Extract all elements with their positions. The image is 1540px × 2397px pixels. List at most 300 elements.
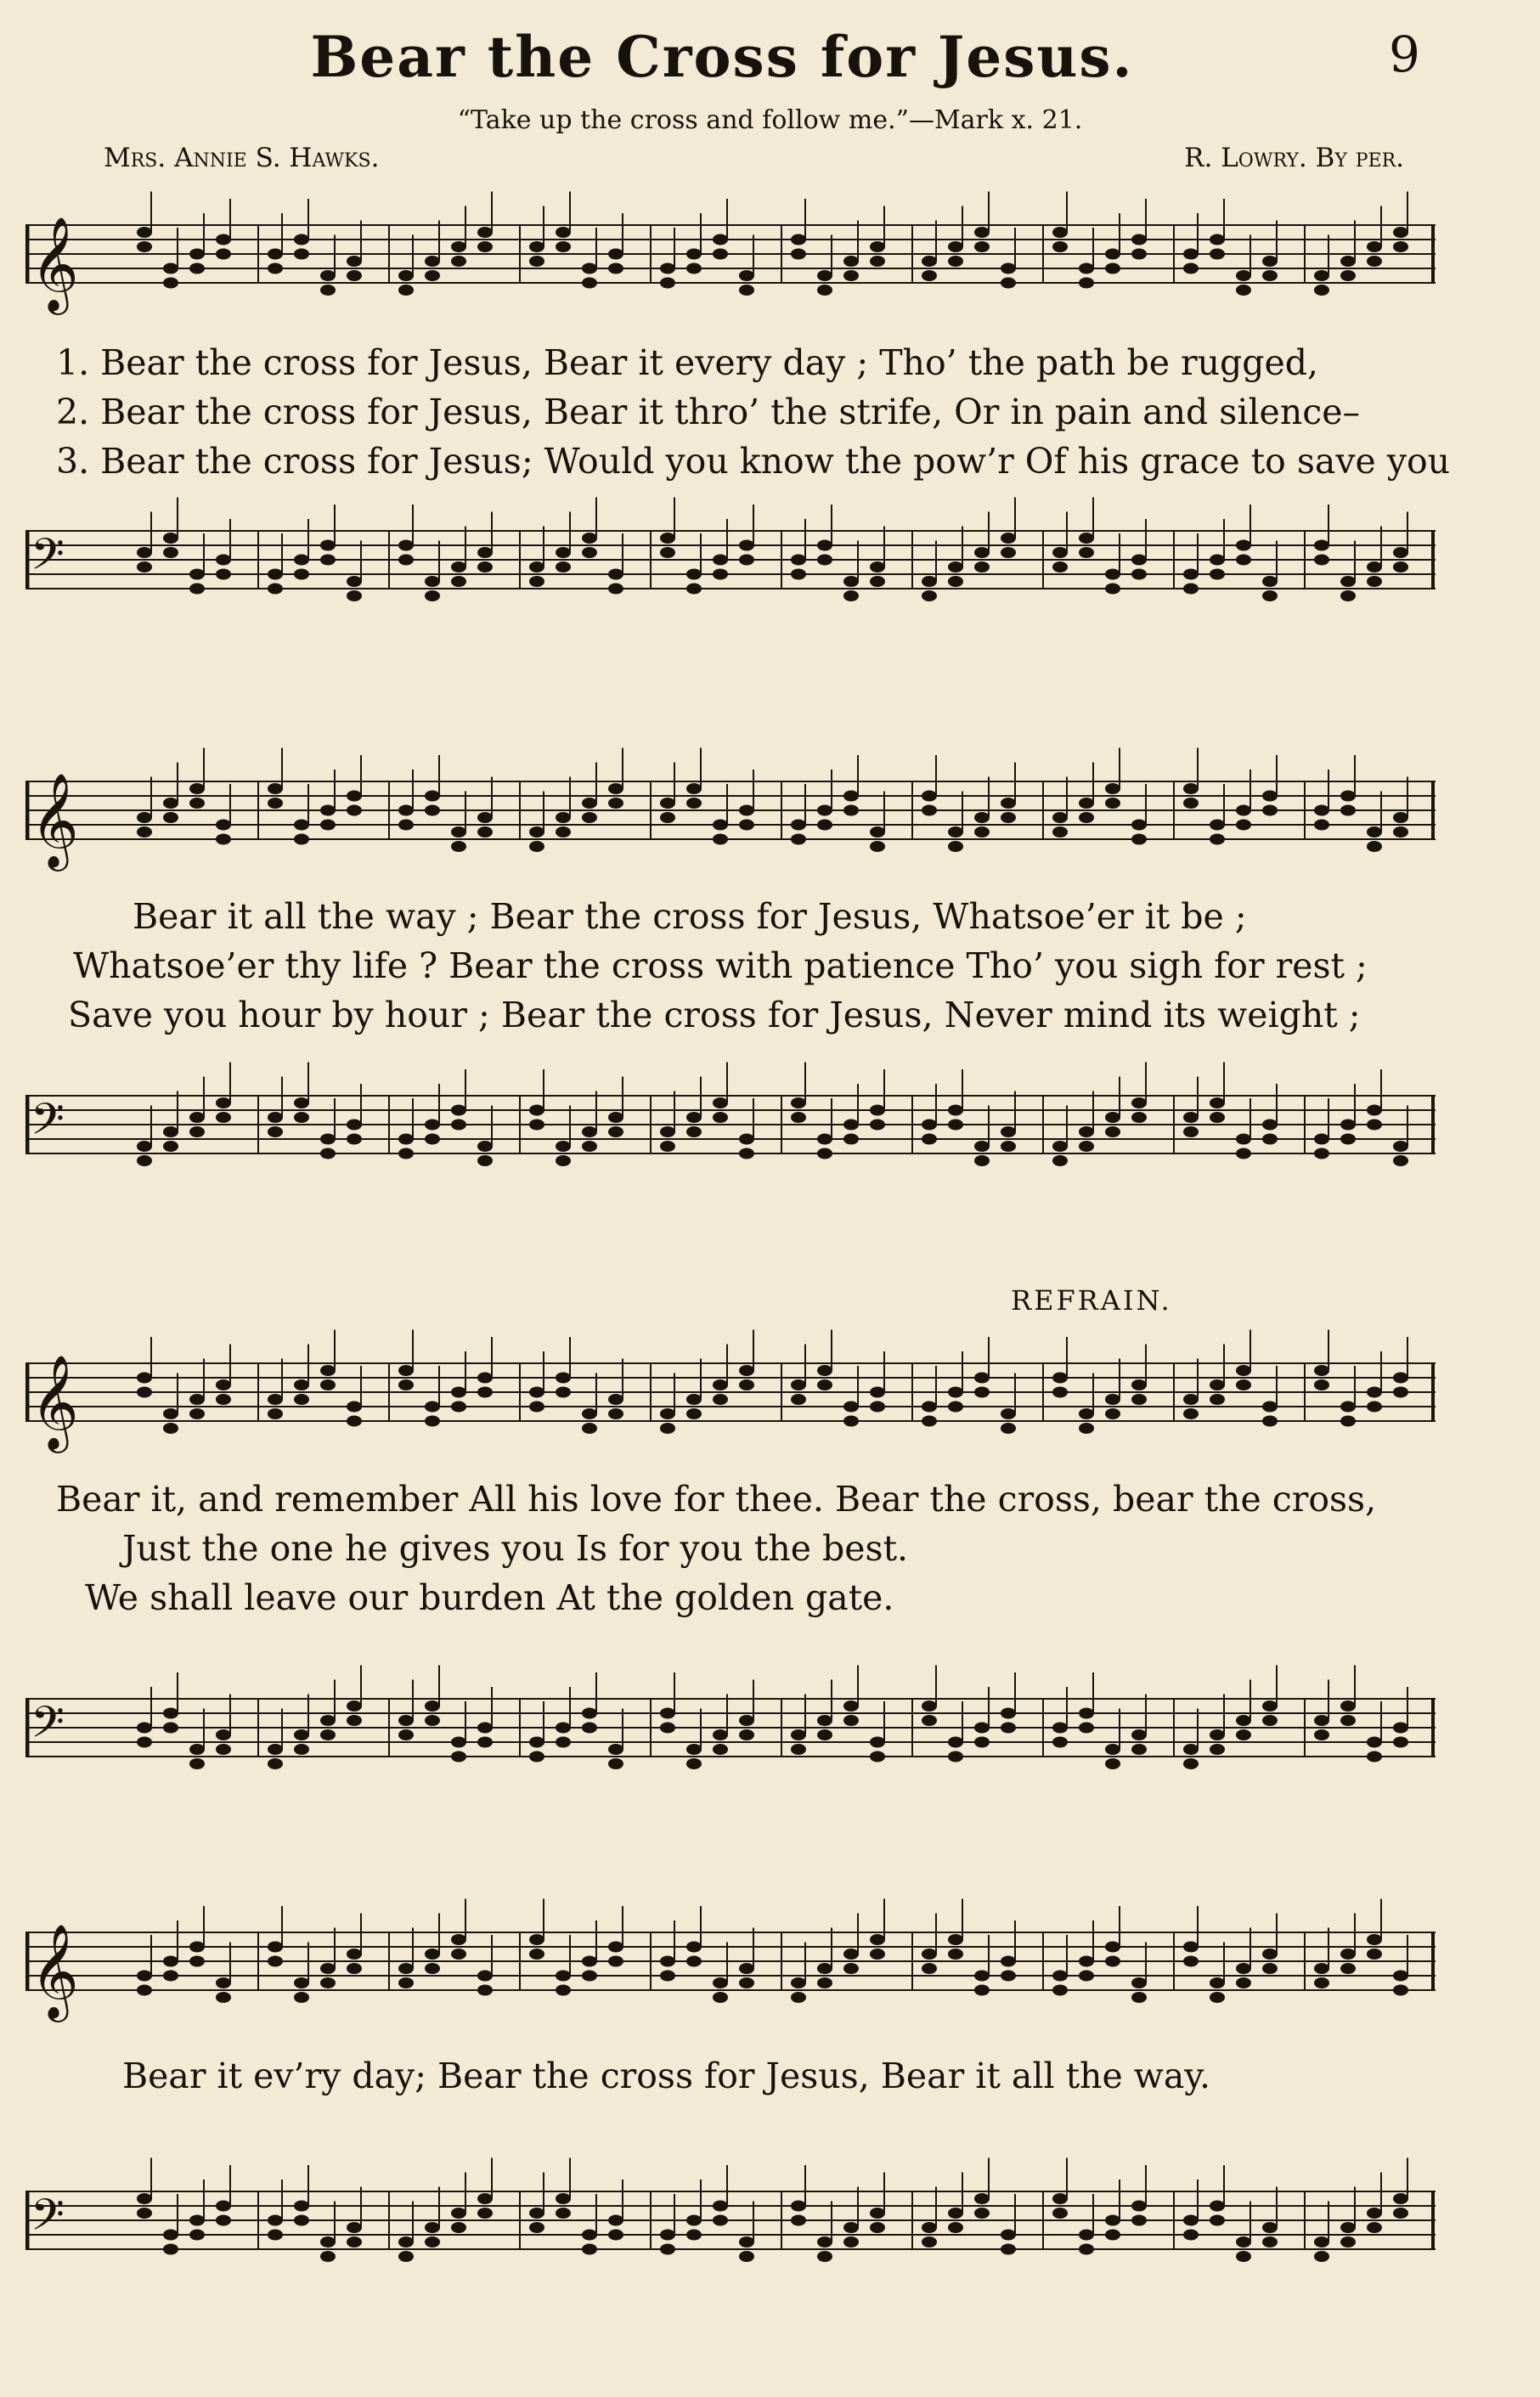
system-2	[25, 747, 1436, 1189]
note-head	[425, 1715, 440, 1726]
note-head	[948, 1934, 963, 1945]
note-head	[843, 791, 859, 802]
note-head	[425, 1700, 440, 1712]
note-head	[870, 826, 885, 838]
note-head	[1210, 1112, 1225, 1123]
lyric-line: Bear it all the way ; Bear the cross for Jesus, Whatsoe’er it be ;	[133, 896, 1247, 937]
note-head	[1314, 2251, 1329, 2262]
note-head	[582, 1141, 597, 1152]
page-number: 9	[1389, 25, 1420, 83]
note-head	[294, 1729, 309, 1740]
note-head	[1236, 1715, 1251, 1726]
bass-clef-icon: 𝄢	[31, 528, 65, 590]
note-head	[1105, 1126, 1120, 1137]
note-head	[451, 2222, 466, 2233]
note-head	[189, 783, 205, 794]
lyric-line: Save you hour by hour ; Bear the cross for Jesus, Never mind its weight ;	[68, 995, 1361, 1035]
note-head	[216, 1992, 231, 2003]
note-head	[686, 584, 702, 595]
note-head	[216, 249, 231, 260]
note-head	[1105, 2215, 1120, 2226]
note-head	[608, 584, 623, 595]
note-head	[1079, 1956, 1094, 1967]
note-head	[1052, 227, 1068, 238]
note-head	[582, 263, 597, 274]
note-head	[1183, 263, 1199, 274]
note-head	[791, 1729, 806, 1740]
note-head	[686, 263, 702, 274]
note-head	[1314, 1148, 1329, 1159]
note-head	[268, 1408, 283, 1419]
note-head	[1052, 1985, 1068, 1996]
staff-lines	[25, 1329, 1436, 1457]
note-head	[163, 798, 178, 809]
note-head	[1079, 1141, 1094, 1152]
bass-staff	[25, 2157, 1436, 2285]
note-head	[608, 1956, 623, 1967]
note-head	[843, 1416, 859, 1427]
note-head	[425, 270, 440, 281]
note-head	[268, 569, 283, 580]
note-head	[582, 1423, 597, 1434]
note-head	[477, 1723, 493, 1734]
note-head	[268, 1394, 283, 1405]
note-head	[347, 576, 362, 587]
note-head	[948, 576, 963, 587]
note-head	[268, 249, 283, 260]
note-head	[216, 1394, 231, 1405]
note-head	[608, 1112, 623, 1123]
note-head	[425, 1134, 440, 1145]
note-head	[1001, 278, 1016, 289]
note-head	[817, 805, 832, 816]
note-head	[1262, 576, 1278, 587]
staff-lines	[25, 191, 1436, 319]
note-head	[425, 1949, 440, 1960]
note-head	[216, 1097, 231, 1108]
note-head	[870, 1120, 885, 1131]
note-head	[608, 1126, 623, 1137]
note-head	[398, 1729, 414, 1740]
note-head	[582, 1723, 597, 1734]
note-head	[216, 2201, 231, 2212]
note-head	[948, 1387, 963, 1398]
note-head	[425, 1402, 440, 1413]
note-head	[1131, 1379, 1147, 1390]
note-head	[1079, 1408, 1094, 1419]
note-head	[189, 263, 205, 274]
note-head	[189, 1126, 205, 1137]
note-head	[713, 1729, 728, 1740]
note-head	[660, 533, 675, 544]
note-head	[529, 1949, 544, 1960]
note-head	[1210, 1394, 1225, 1405]
note-head	[529, 2208, 544, 2219]
note-head	[791, 1977, 806, 1988]
note-head	[974, 1971, 990, 1982]
note-head	[713, 1379, 728, 1390]
note-head	[1393, 2193, 1408, 2204]
note-head	[1236, 2236, 1251, 2248]
note-head	[1052, 1373, 1068, 1384]
note-head	[1183, 1758, 1199, 1769]
note-head	[870, 1934, 885, 1945]
note-head	[1262, 805, 1278, 816]
note-head	[398, 1963, 414, 1974]
note-head	[948, 841, 963, 852]
note-head	[425, 576, 440, 587]
note-head	[1367, 826, 1382, 838]
note-head	[137, 2208, 152, 2219]
note-head	[556, 1737, 571, 1748]
note-head	[1131, 555, 1147, 566]
treble-clef-icon: 𝄞	[31, 216, 79, 311]
note-head	[529, 576, 544, 587]
note-head	[137, 1723, 152, 1734]
note-head	[556, 547, 571, 558]
note-head	[817, 820, 832, 831]
note-head	[1105, 263, 1120, 274]
note-head	[713, 569, 728, 580]
note-head	[713, 1112, 728, 1123]
note-head	[451, 841, 466, 852]
note-head	[529, 841, 544, 852]
note-head	[660, 1126, 675, 1137]
note-head	[1262, 2222, 1278, 2233]
treble-staff	[25, 1898, 1436, 2026]
note-head	[843, 1715, 859, 1726]
note-head	[608, 1744, 623, 1755]
note-head	[1314, 1977, 1329, 1988]
note-head	[347, 1715, 362, 1726]
note-head	[1314, 1134, 1329, 1145]
note-head	[1079, 1723, 1094, 1734]
note-head	[843, 805, 859, 816]
note-head	[1105, 1956, 1120, 1967]
lyric-line: 1. Bear the cross for Jesus, Bear it every day ; Tho’ the path be rugged,	[56, 342, 1319, 383]
staff-lines	[25, 2157, 1436, 2285]
note-head	[1052, 2193, 1068, 2204]
note-head	[1367, 1751, 1382, 1762]
note-head	[1236, 270, 1251, 281]
note-head	[268, 1758, 283, 1769]
note-head	[1001, 2230, 1016, 2241]
note-head	[425, 256, 440, 267]
note-head	[870, 841, 885, 852]
note-head	[137, 2193, 152, 2204]
note-head	[189, 1956, 205, 1967]
note-head	[1340, 1963, 1356, 1974]
note-head	[922, 1963, 937, 1974]
note-head	[686, 798, 702, 809]
note-head	[1183, 1126, 1199, 1137]
note-head	[1262, 256, 1278, 267]
note-head	[1262, 1700, 1278, 1712]
note-head	[425, 1120, 440, 1131]
note-head	[398, 540, 414, 551]
note-head	[1236, 1729, 1251, 1740]
note-head	[451, 1387, 466, 1398]
note-head	[189, 1758, 205, 1769]
note-head	[870, 561, 885, 572]
note-head	[608, 1394, 623, 1405]
note-head	[1105, 2230, 1120, 2241]
note-head	[948, 826, 963, 838]
note-head	[843, 1134, 859, 1145]
note-head	[974, 2193, 990, 2204]
note-head	[451, 1402, 466, 1413]
note-head	[791, 555, 806, 566]
note-head	[1340, 270, 1356, 281]
note-head	[1367, 1120, 1382, 1131]
note-head	[268, 2230, 283, 2241]
note-head	[608, 1758, 623, 1769]
note-head	[1262, 2236, 1278, 2248]
note-head	[294, 1992, 309, 2003]
note-head	[451, 1949, 466, 1960]
note-head	[1105, 569, 1120, 580]
note-head	[163, 812, 178, 823]
note-head	[1105, 1942, 1120, 1953]
note-head	[556, 1387, 571, 1398]
note-head	[1314, 1379, 1329, 1390]
system-3	[25, 1329, 1436, 1805]
note-head	[1393, 2208, 1408, 2219]
note-head	[582, 2230, 597, 2241]
note-head	[320, 1379, 336, 1390]
note-head	[1079, 1971, 1094, 1982]
note-head	[1183, 569, 1199, 580]
note-head	[477, 241, 493, 252]
note-head	[268, 2215, 283, 2226]
note-head	[817, 555, 832, 566]
note-head	[294, 2201, 309, 2212]
note-head	[1393, 1155, 1408, 1166]
note-head	[477, 1155, 493, 1166]
note-head	[686, 1394, 702, 1405]
note-head	[1340, 2236, 1356, 2248]
note-head	[137, 227, 152, 238]
refrain-label: REFRAIN.	[1011, 1284, 1172, 1317]
note-head	[347, 2236, 362, 2248]
note-head	[686, 1112, 702, 1123]
note-head	[870, 1751, 885, 1762]
note-head	[320, 2236, 336, 2248]
note-head	[1183, 2230, 1199, 2241]
note-head	[922, 576, 937, 587]
note-head	[1210, 1992, 1225, 2003]
note-head	[660, 1141, 675, 1152]
staff-lines	[25, 1898, 1436, 2026]
note-head	[1393, 812, 1408, 823]
note-head	[843, 2222, 859, 2233]
note-head	[294, 1394, 309, 1405]
note-head	[1367, 2222, 1382, 2233]
note-head	[1131, 1977, 1147, 1988]
note-head	[398, 1977, 414, 1988]
note-head	[1131, 834, 1147, 845]
note-head	[477, 1985, 493, 1996]
note-head	[1105, 1408, 1120, 1419]
note-head	[477, 1387, 493, 1398]
note-head	[294, 1112, 309, 1123]
note-head	[608, 1408, 623, 1419]
note-head	[843, 2236, 859, 2248]
note-head	[556, 1971, 571, 1982]
note-head	[163, 1408, 178, 1419]
note-head	[713, 234, 728, 245]
note-head	[1079, 278, 1094, 289]
note-head	[739, 1379, 754, 1390]
note-head	[817, 540, 832, 551]
note-head	[163, 1126, 178, 1137]
note-head	[320, 1977, 336, 1988]
note-head	[216, 569, 231, 580]
note-head	[1131, 249, 1147, 260]
note-head	[1262, 1120, 1278, 1131]
note-head	[948, 2208, 963, 2219]
note-head	[1314, 285, 1329, 296]
note-head	[922, 1134, 937, 1145]
note-head	[347, 2222, 362, 2233]
note-head	[1131, 234, 1147, 245]
note-head	[320, 2251, 336, 2262]
note-head	[529, 1751, 544, 1762]
note-head	[294, 234, 309, 245]
note-head	[739, 805, 754, 816]
note-head	[163, 263, 178, 274]
note-head	[1001, 798, 1016, 809]
note-head	[398, 2251, 414, 2262]
note-head	[870, 1387, 885, 1398]
note-head	[843, 256, 859, 267]
note-head	[739, 2251, 754, 2262]
note-head	[529, 2222, 544, 2233]
note-head	[1393, 1723, 1408, 1734]
note-head	[268, 1744, 283, 1755]
note-head	[451, 1737, 466, 1748]
note-head	[660, 263, 675, 274]
lyric-line: Bear it ev’ry day; Bear the cross for Jesus, Bear it all the way.	[122, 2056, 1211, 2096]
note-head	[870, 256, 885, 267]
note-head	[294, 1379, 309, 1390]
note-head	[1001, 2244, 1016, 2255]
note-head	[529, 241, 544, 252]
note-head	[1210, 249, 1225, 260]
staff-lines	[25, 1062, 1436, 1189]
note-head	[1001, 1723, 1016, 1734]
note-head	[686, 1744, 702, 1755]
note-head	[425, 1416, 440, 1427]
note-head	[1367, 1402, 1382, 1413]
note-head	[556, 826, 571, 838]
note-head	[1393, 826, 1408, 838]
note-head	[1105, 584, 1120, 595]
note-head	[1314, 1715, 1329, 1726]
note-head	[870, 1737, 885, 1748]
note-head	[660, 1408, 675, 1419]
note-head	[1314, 820, 1329, 831]
note-head	[1314, 1963, 1329, 1974]
lyric-line: Bear it, and remember All his love for thee. Bear the cross, bear the cross,	[56, 1479, 1377, 1520]
note-head	[870, 1949, 885, 1960]
note-head	[268, 584, 283, 595]
note-head	[1001, 533, 1016, 544]
note-head	[1210, 2201, 1225, 2212]
note-head	[268, 1112, 283, 1123]
note-head	[1393, 1373, 1408, 1384]
note-head	[686, 2215, 702, 2226]
note-head	[791, 1744, 806, 1755]
note-head	[948, 1105, 963, 1116]
note-head	[398, 1134, 414, 1145]
note-head	[1105, 249, 1120, 260]
note-head	[974, 1373, 990, 1384]
note-head	[1236, 540, 1251, 551]
note-head	[660, 1956, 675, 1967]
note-head	[922, 1402, 937, 1413]
note-head	[582, 798, 597, 809]
bass-clef-icon: 𝄢	[31, 1696, 65, 1758]
note-head	[1314, 805, 1329, 816]
note-head	[216, 1112, 231, 1123]
note-head	[739, 1729, 754, 1740]
note-head	[1236, 285, 1251, 296]
note-head	[477, 561, 493, 572]
note-head	[922, 1949, 937, 1960]
note-head	[974, 1985, 990, 1996]
note-head	[1314, 1729, 1329, 1740]
note-head	[137, 547, 152, 558]
note-head	[137, 1155, 152, 1166]
note-head	[713, 1744, 728, 1755]
note-head	[529, 1402, 544, 1413]
note-head	[1052, 1971, 1068, 1982]
note-head	[320, 1963, 336, 1974]
note-head	[582, 1971, 597, 1982]
note-head	[425, 805, 440, 816]
note-head	[1340, 256, 1356, 267]
note-head	[1079, 1423, 1094, 1434]
note-head	[1210, 569, 1225, 580]
note-head	[582, 1708, 597, 1719]
note-head	[529, 826, 544, 838]
note-head	[1105, 1394, 1120, 1405]
note-head	[791, 1379, 806, 1390]
note-head	[739, 1715, 754, 1726]
note-head	[268, 1126, 283, 1137]
note-head	[163, 1423, 178, 1434]
note-head	[556, 1141, 571, 1152]
lyric-line: 2. Bear the cross for Jesus, Bear it thro’ the strife, Or in pain and silence–	[56, 392, 1360, 432]
note-head	[686, 1408, 702, 1419]
note-head	[1210, 1977, 1225, 1988]
note-head	[739, 1977, 754, 1988]
treble-clef-icon: 𝄞	[31, 1923, 79, 2018]
treble-clef-icon: 𝄞	[31, 772, 79, 867]
note-head	[1262, 1949, 1278, 1960]
note-head	[1079, 2230, 1094, 2241]
note-head	[163, 278, 178, 289]
note-head	[477, 2193, 493, 2204]
note-head	[791, 569, 806, 580]
note-head	[1393, 547, 1408, 558]
note-head	[713, 1977, 728, 1988]
note-head	[1367, 1934, 1382, 1945]
note-head	[948, 1120, 963, 1131]
note-head	[137, 241, 152, 252]
note-head	[1131, 2215, 1147, 2226]
